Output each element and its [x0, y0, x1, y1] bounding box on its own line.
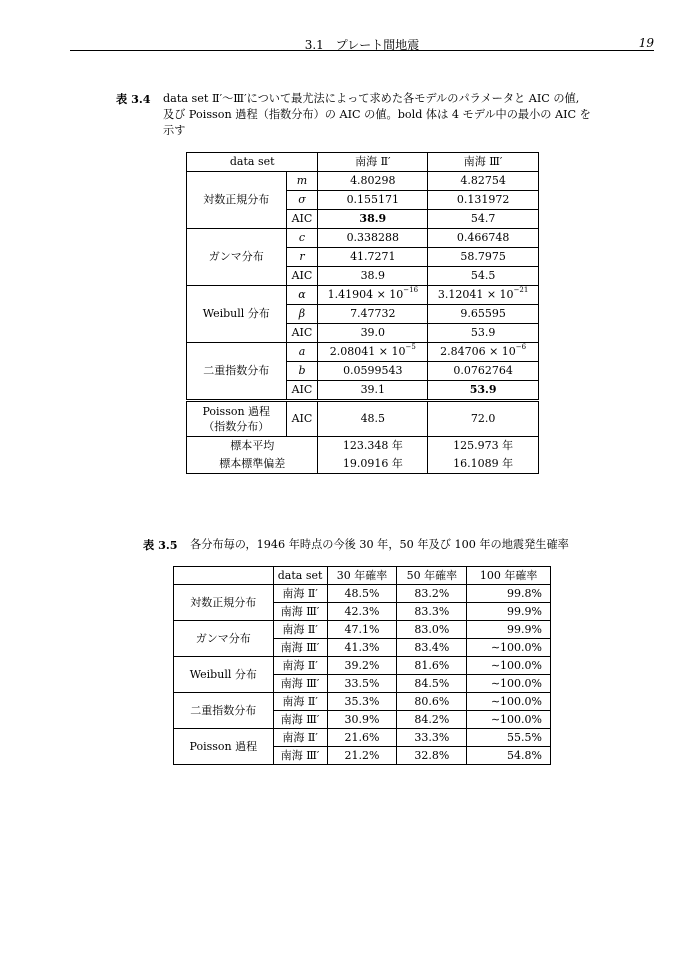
caption-line-2: 及び Poisson 過程（指数分布）の AIC の値。bold 体は 4 モデル中の最小の AIC を [163, 108, 591, 121]
prob-100yr: ∼100.0% [467, 675, 551, 693]
table-row [174, 657, 551, 675]
value-cell: 123.348 年 [318, 437, 428, 456]
aic-label: AIC [286, 267, 318, 286]
value-cell: 0.0599543 [318, 362, 428, 381]
aic-value-min: 53.9 [428, 381, 539, 401]
prob-100yr: ∼100.0% [467, 693, 551, 711]
header-nankai-3: 南海 Ⅲ′ [428, 153, 539, 172]
table-3-5-caption [143, 537, 623, 553]
table-row [187, 153, 539, 172]
aic-value: 48.5 [318, 401, 428, 437]
table-row [187, 286, 539, 305]
aic-value: 54.7 [428, 210, 539, 229]
value-cell: 0.155171 [318, 191, 428, 210]
table-3-4-caption [116, 91, 616, 141]
value-cell: 125.973 年 [428, 437, 539, 456]
table-row [174, 693, 551, 711]
header-30yr: 30 年確率 [327, 567, 397, 585]
aic-value: 39.1 [318, 381, 428, 401]
aic-label: AIC [286, 381, 318, 401]
section-title: 3.1 プレート間地震 [304, 38, 420, 52]
value-cell: 0.131972 [428, 191, 539, 210]
header-100yr: 100 年確率 [467, 567, 551, 585]
table-row [174, 567, 551, 585]
table-row [187, 172, 539, 191]
prob-100yr: ∼100.0% [467, 711, 551, 729]
dataset-name: 南海 Ⅱ′ [273, 621, 327, 639]
table-row [187, 401, 539, 437]
param-symbol: m [286, 172, 318, 191]
aic-value: 38.9 [318, 267, 428, 286]
table-3-5 [173, 566, 551, 765]
prob-50yr: 83.3% [397, 603, 467, 621]
prob-50yr: 83.0% [397, 621, 467, 639]
caption-line-1: data set Ⅱ′〜Ⅲ′について最尤法によって求めた各モデルのパラメータと AIC の値, [163, 92, 580, 105]
dataset-name: 南海 Ⅲ′ [273, 711, 327, 729]
dataset-name: 南海 Ⅲ′ [273, 747, 327, 765]
model-name: Poisson 過程 [174, 729, 274, 765]
table-row [174, 621, 551, 639]
prob-30yr: 48.5% [327, 585, 397, 603]
page-number: 19 [638, 36, 654, 50]
param-symbol: b [286, 362, 318, 381]
value-cell: 58.7975 [428, 248, 539, 267]
prob-50yr: 80.6% [397, 693, 467, 711]
prob-100yr: 99.8% [467, 585, 551, 603]
prob-30yr: 47.1% [327, 621, 397, 639]
model-name: ガンマ分布 [174, 621, 274, 657]
dataset-name: 南海 Ⅲ′ [273, 675, 327, 693]
value-cell: 7.47732 [318, 305, 428, 324]
aic-label: AIC [286, 401, 318, 437]
caption-text: 各分布毎の，1946 年時点の今後 30 年，50 年及び 100 年の地震発生確率 [190, 538, 569, 551]
value-cell: $2.08041 \times 10^{-5}$ [318, 343, 428, 362]
aic-value: 54.5 [428, 267, 539, 286]
param-symbol: c [286, 229, 318, 248]
sample-mean-label: 標本平均 [187, 437, 318, 456]
header-dataset: data set [273, 567, 327, 585]
dataset-name: 南海 Ⅱ′ [273, 693, 327, 711]
model-name: 二重指数分布 [174, 693, 274, 729]
aic-value: 72.0 [428, 401, 539, 437]
header-rule [70, 50, 654, 51]
aic-value: 53.9 [428, 324, 539, 343]
dataset-name: 南海 Ⅱ′ [273, 729, 327, 747]
prob-30yr: 30.9% [327, 711, 397, 729]
table-row [187, 455, 539, 474]
table-row [187, 229, 539, 248]
param-symbol: a [286, 343, 318, 362]
prob-50yr: 32.8% [397, 747, 467, 765]
value-cell: $1.41904 \times 10^{-16}$ [318, 286, 428, 305]
value-cell: 9.65595 [428, 305, 539, 324]
value-cell: $3.12041 \times 10^{-21}$ [428, 286, 539, 305]
prob-50yr: 83.2% [397, 585, 467, 603]
value-cell: 0.338288 [318, 229, 428, 248]
value-cell: 0.0762764 [428, 362, 539, 381]
prob-100yr: 55.5% [467, 729, 551, 747]
aic-value-min: 38.9 [318, 210, 428, 229]
value-cell: 41.7271 [318, 248, 428, 267]
model-name: Weibull 分布 [174, 657, 274, 693]
prob-50yr: 33.3% [397, 729, 467, 747]
prob-50yr: 81.6% [397, 657, 467, 675]
table-row [174, 729, 551, 747]
dataset-name: 南海 Ⅱ′ [273, 657, 327, 675]
model-name: 対数正規分布 [187, 172, 287, 229]
prob-100yr: ∼100.0% [467, 639, 551, 657]
table-3-4-label: 表 3.4 [116, 92, 151, 106]
prob-30yr: 42.3% [327, 603, 397, 621]
aic-value: 39.0 [318, 324, 428, 343]
dataset-name: 南海 Ⅲ′ [273, 639, 327, 657]
table-row [187, 437, 539, 456]
table-3-4 [186, 152, 539, 474]
model-name: 二重指数分布 [187, 343, 287, 401]
table-row [187, 343, 539, 362]
model-name: Weibull 分布 [187, 286, 287, 343]
model-name: ガンマ分布 [187, 229, 287, 286]
header-dataset: data set [187, 153, 318, 172]
prob-100yr: 54.8% [467, 747, 551, 765]
header-50yr: 50 年確率 [397, 567, 467, 585]
prob-100yr: ∼100.0% [467, 657, 551, 675]
value-cell: 19.0916 年 [318, 455, 428, 474]
sample-sd-label: 標本標準偏差 [187, 455, 318, 474]
header-nankai-2: 南海 Ⅱ′ [318, 153, 428, 172]
prob-50yr: 84.2% [397, 711, 467, 729]
value-cell: 16.1089 年 [428, 455, 539, 474]
prob-30yr: 21.6% [327, 729, 397, 747]
value-cell: 0.466748 [428, 229, 539, 248]
param-symbol: α [286, 286, 318, 305]
aic-label: AIC [286, 324, 318, 343]
prob-30yr: 21.2% [327, 747, 397, 765]
prob-50yr: 83.4% [397, 639, 467, 657]
table-3-5-label: 表 3.5 [143, 538, 178, 552]
prob-30yr: 41.3% [327, 639, 397, 657]
prob-100yr: 99.9% [467, 603, 551, 621]
value-cell: 4.82754 [428, 172, 539, 191]
aic-label: AIC [286, 210, 318, 229]
caption-line-3: 示す [163, 124, 186, 137]
value-cell: $2.84706 \times 10^{-6}$ [428, 343, 539, 362]
table-row [174, 585, 551, 603]
prob-100yr: 99.9% [467, 621, 551, 639]
model-name: Poisson 過程 （指数分布） [187, 401, 287, 437]
value-cell: 4.80298 [318, 172, 428, 191]
dataset-name: 南海 Ⅲ′ [273, 603, 327, 621]
param-symbol: β [286, 305, 318, 324]
prob-30yr: 33.5% [327, 675, 397, 693]
prob-30yr: 39.2% [327, 657, 397, 675]
dataset-name: 南海 Ⅱ′ [273, 585, 327, 603]
prob-30yr: 35.3% [327, 693, 397, 711]
param-symbol: σ [286, 191, 318, 210]
prob-50yr: 84.5% [397, 675, 467, 693]
model-name: 対数正規分布 [174, 585, 274, 621]
param-symbol: r [286, 248, 318, 267]
